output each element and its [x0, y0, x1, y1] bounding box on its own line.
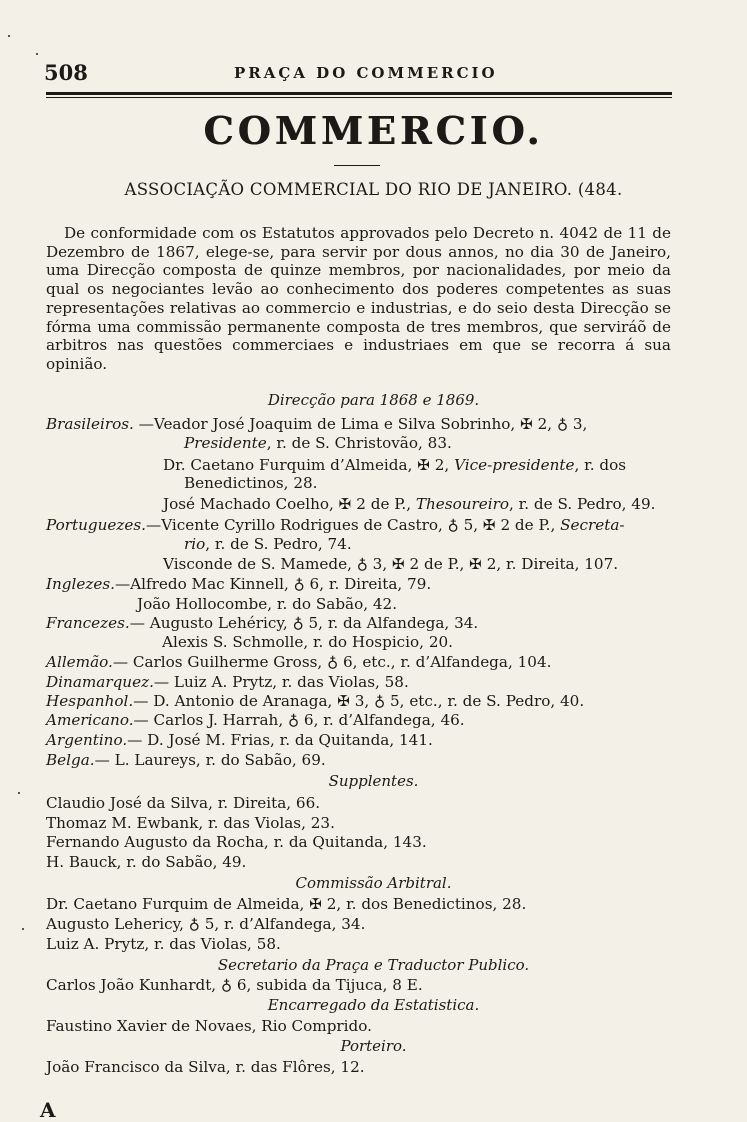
commissao-heading: Commissão Arbitral.: [295, 874, 452, 892]
porteiro-line: João Francisco da Silva, r. das Flôres, 12.: [46, 1058, 365, 1076]
estatistica-line: Faustino Xavier de Novaes, Rio Comprido.: [46, 1017, 372, 1035]
commissao-line: Luiz A. Prytz, r. das Violas, 58.: [46, 935, 281, 953]
direcao-line: Presidente, r. de S. Christovão, 83.: [184, 434, 452, 452]
direcao-line: Dinamarquez.— Luiz A. Prytz, r. das Violas, 58.: [46, 673, 409, 691]
commissao-line: Dr. Caetano Furquim de Almeida, ✠ 2, r. dos Benedictinos, 28.: [46, 895, 527, 913]
page-number: 508: [44, 60, 88, 85]
direcao-line: rio, r. de S. Pedro, 74.: [184, 535, 352, 553]
secretario-line: Carlos João Kunhardt, ♁ 6, subida da Tijuca, 8 E.: [46, 976, 423, 994]
direcao-heading: Direcção para 1868 e 1869.: [267, 391, 480, 409]
direcao-line: João Hollocombe, r. do Sabão, 42.: [137, 595, 398, 613]
direcao-line: Belga.— L. Laureys, r. do Sabão, 69.: [46, 751, 326, 769]
direcao-line: Argentino.— D. José M. Frias, r. da Quitanda, 141.: [46, 731, 433, 749]
direcao-line: Americano.— Carlos J. Harrah, ♁ 6, r. d’Alfandega, 46.: [46, 711, 465, 729]
direcao-line: Portuguezes.—Vicente Cyrillo Rodrigues de Castro, ♁ 5, ✠ 2 de P., Secreta-: [46, 516, 625, 534]
title-divider: [334, 165, 380, 166]
signature-mark: A: [40, 1098, 56, 1122]
secretario-heading: Secretario da Praça e Traductor Publico.: [217, 956, 530, 974]
direcao-line: Alexis S. Schmolle, r. do Hospicio, 20.: [162, 633, 453, 651]
intro-paragraph: De conformidade com os Estatutos approvados pelo Decreto n. 4042 de 11 de Dezembro de 1867, elege-se, para servir por dous annos, no dia 30 de Janeiro, uma Direcção composta de quinze membros, por nacionalidades, por meio da qual os negociantes levão ao conhecimento dos poderes competentes as suas representações relativas ao commercio e industrias, e do seio desta Direcção se fórma uma commissão permanente composta de tres membros, que serviráõ de arbitros nas questões commerciaes e industriaes em que se recorra á sua opinião.: [46, 224, 671, 373]
supplente-line: Thomaz M. Ewbank, r. das Violas, 23.: [46, 814, 335, 832]
supplente-line: H. Bauck, r. do Sabão, 49.: [46, 853, 247, 871]
porteiro-heading: Porteiro.: [340, 1037, 407, 1055]
print-speck: [18, 792, 20, 794]
direcao-line: Allemão.— Carlos Guilherme Gross, ♁ 6, etc., r. d’Alfandega, 104.: [46, 653, 552, 671]
supplente-line: Fernando Augusto da Rocha, r. da Quitanda, 143.: [46, 833, 427, 851]
print-speck: [8, 35, 10, 37]
estatistica-heading: Encarregado da Estatistica.: [267, 996, 480, 1014]
supplentes-heading: Supplentes.: [328, 772, 419, 790]
direcao-line: Brasileiros. —Veador José Joaquim de Lima e Silva Sobrinho, ✠ 2, ♁ 3,: [46, 415, 588, 433]
direcao-line: Visconde de S. Mamede, ♁ 3, ✠ 2 de P., ✠ 2, r. Direita, 107.: [163, 555, 619, 573]
direcao-line: José Machado Coelho, ✠ 2 de P., Thesoureiro, r. de S. Pedro, 49.: [163, 495, 656, 513]
header-rule-thin: [46, 97, 672, 98]
direcao-line: Francezes.— Augusto Lehéricy, ♁ 5, r. da Alfandega, 34.: [46, 614, 479, 632]
page-header: [44, 60, 672, 84]
commissao-line: Augusto Lehericy, ♁ 5, r. d’Alfandega, 34.: [46, 915, 366, 933]
print-speck: [36, 53, 38, 55]
direcao-line: Benedictinos, 28.: [184, 474, 318, 492]
print-speck: [22, 928, 24, 930]
running-head: PRAÇA DO COMMERCIO: [234, 64, 498, 82]
direcao-line: Hespanhol.— D. Antonio de Aranaga, ✠ 3, ♁ 5, etc., r. de S. Pedro, 40.: [46, 692, 585, 710]
direcao-line: Dr. Caetano Furquim d’Almeida, ✠ 2, Vice-presidente, r. dos: [163, 456, 627, 474]
supplente-line: Claudio José da Silva, r. Direita, 66.: [46, 794, 321, 812]
header-rule: [46, 92, 672, 95]
direcao-line: Inglezes.—Alfredo Mac Kinnell, ♁ 6, r. Direita, 79.: [46, 575, 432, 593]
section-subtitle: ASSOCIAÇÃO COMMERCIAL DO RIO DE JANEIRO. (484.: [124, 180, 623, 199]
section-title: COMMERCIO.: [203, 108, 544, 153]
